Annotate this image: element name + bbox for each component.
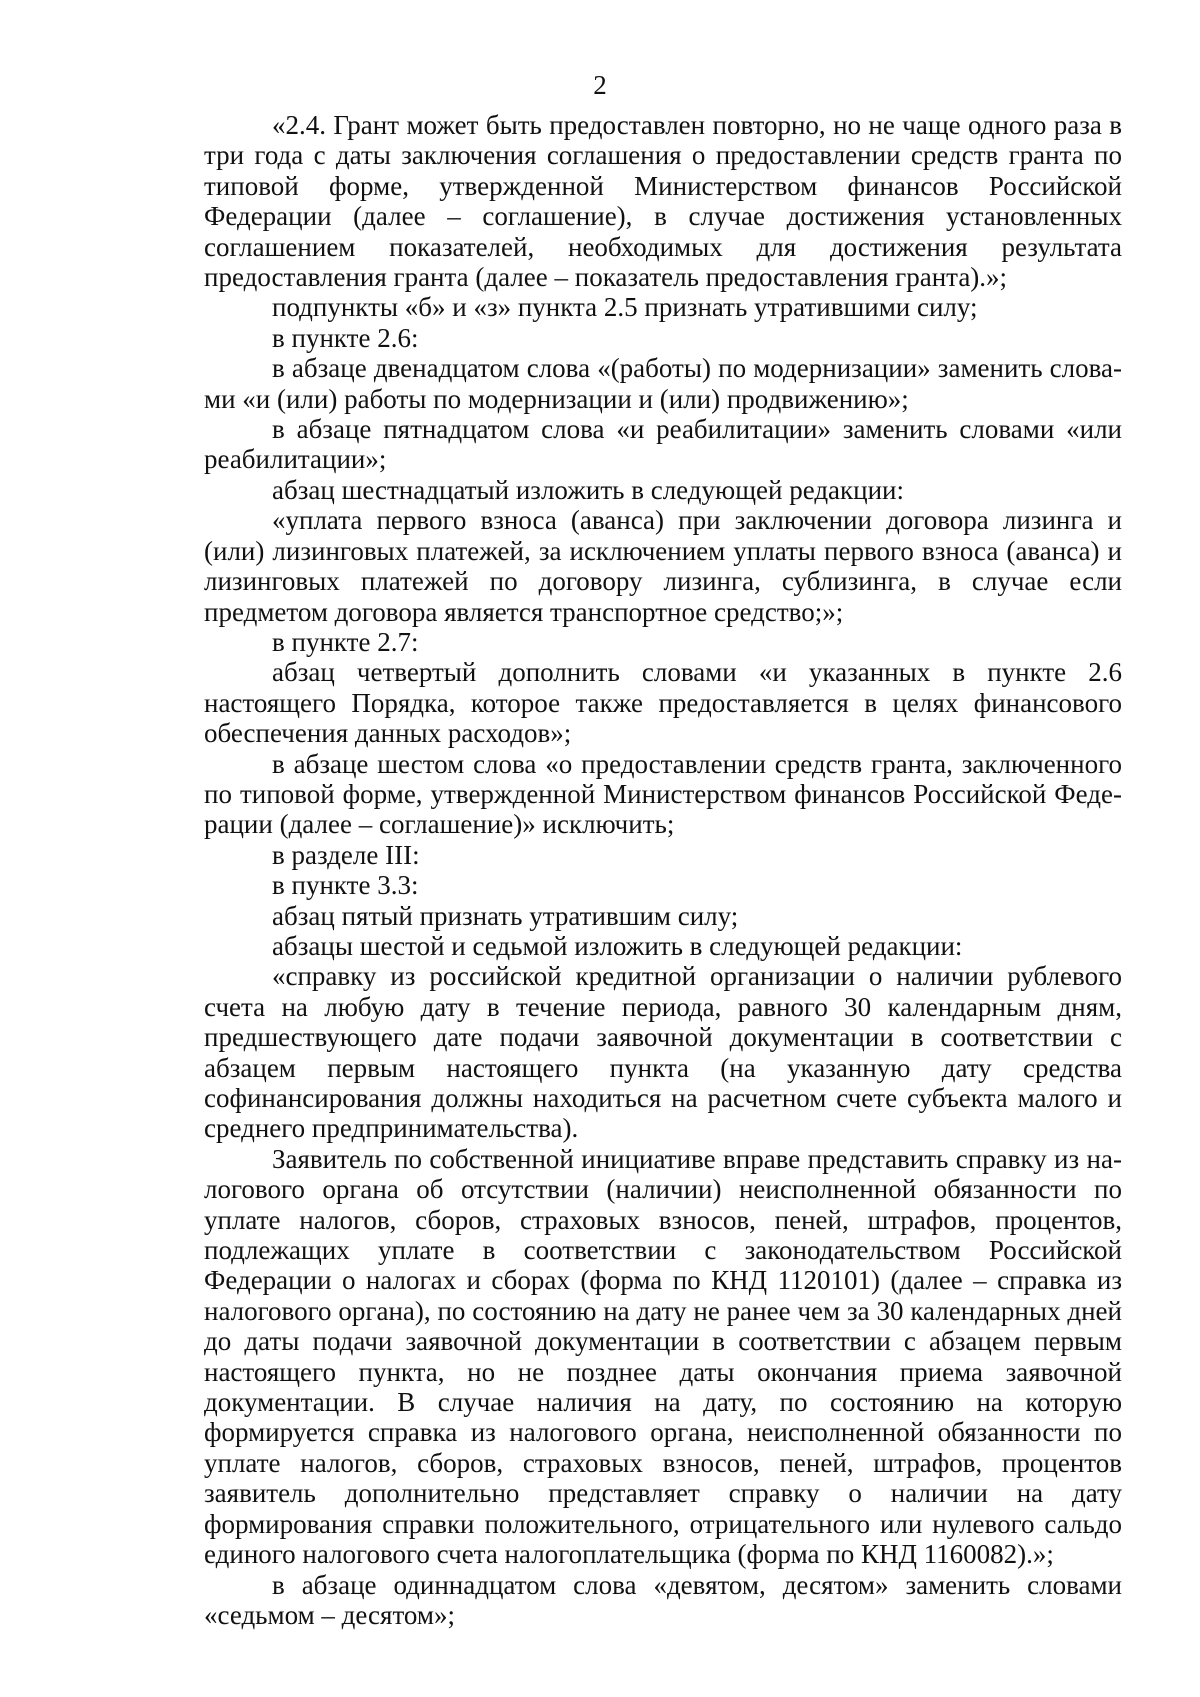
paragraph-leasing-payment: «уплата первого взноса (аванса) при заключении договора лизинга и (или) лизинговых платежей, за исключением уплаты первого взноса (аванса) и лизинговых платежей по договору лизинга, сублизинга, в случае если предметом договора является транспортное средство;»;: [204, 505, 1122, 627]
paragraph-point-2-7: в пункте 2.7:: [272, 626, 419, 657]
paragraph-fourth-abzac: абзац четвертый дополнить словами «и указанных в пункте 2.6 настоящего Порядка, которое также предоставляется в целях финансового обеспечения данных расходов»;: [204, 657, 1122, 749]
paragraph-sixteenth-abzac: абзац шестнадцатый изложить в следующей редакции:: [272, 474, 905, 505]
paragraph-eleventh-abzac: в абзаце одиннадцатом слова «девятом, десятом» заменить словами «седьмом – десятом»;: [204, 1569, 1122, 1630]
paragraph-2-4-grant: «2.4. Грант может быть предоставлен повторно, но не чаще одного раза в три года с даты заключения соглашения о предоставлении средств гранта по типовой форме, утвержденной Министерством финансов Российской Федерации (далее – соглашение), в случае достижения установленных соглашением показателей, необходимых для достижения результата предоставления гранта (далее – показатель предоставления гранта).»;: [204, 110, 1122, 293]
paragraph-twelfth-abzac: в абзаце двенадцатом слова «(работы) по модернизации» заменить словами «и (или) работы по модернизации и (или) продвижению»;: [204, 353, 1122, 414]
paragraph-point-3-3: в пункте 3.3:: [272, 870, 419, 901]
paragraph-fifteenth-abzac: в абзаце пятнадцатом слова «и реабилитации» заменить словами «или реабилитации»;: [204, 414, 1122, 475]
paragraph-tax-certificate: Заявитель по собственной инициативе вправе представить справку из налогового органа об отсутствии (наличии) неисполненной обязанности по уплате налогов, сборов, страховых взносов, пеней, штрафов, процентов, подлежащих уплате в соответствии с законодательством Российской Федерации о налогах и сборах (форма по КНД 1120101) (далее – справка из налогового органа), по состоянию на дату не ранее чем за 30 календарных дней до даты подачи заявочной документации в соответствии с абзацем первым настоящего пункта, но не позднее даты окончания приема заявочной документации. В случае наличия на дату, по состоянию на которую формируется справка из налогового органа, неисполненной обязанности по уплате налогов, сборов, страховых взносов, пеней, штрафов, процентов заявитель дополнительно представляет справку о наличии на дату формирования справки положительного, отрицательного или нулевого сальдо единого налогового счета налогоплательщика (форма по КНД 1160082).»;: [204, 1143, 1122, 1570]
document-body: [204, 110, 1122, 1630]
page-number: 2: [593, 70, 607, 100]
paragraph-fifth-abzac: абзац пятый признать утратившим силу;: [272, 900, 739, 931]
paragraph-bank-certificate: «справку из российской кредитной организации о наличии рублевого счета на любую дату в течение периода, равного 30 календарным дням, предшествующего дате подачи заявочной документации в соответствии с абзацем первым настоящего пункта (на указанную дату средства софинансирования должны находиться на расчетном счете субъекта малого и среднего предпринимательства).: [204, 961, 1122, 1144]
paragraph-sixth-seventh-abzac: абзацы шестой и седьмой изложить в следующей редакции:: [272, 930, 963, 961]
paragraph-sixth-abzac: в абзаце шестом слова «о предоставлении средств гранта, заключенного по типовой форме, утвержденной Министерством финансов Российской Федерации (далее – соглашение)» исключить;: [204, 748, 1122, 840]
paragraph-section-iii: в разделе III:: [272, 839, 420, 870]
paragraph-point-2-6: в пункте 2.6:: [272, 322, 419, 353]
paragraph-subpoints-repeal: подпункты «б» и «з» пункта 2.5 признать утратившими силу;: [272, 292, 978, 323]
